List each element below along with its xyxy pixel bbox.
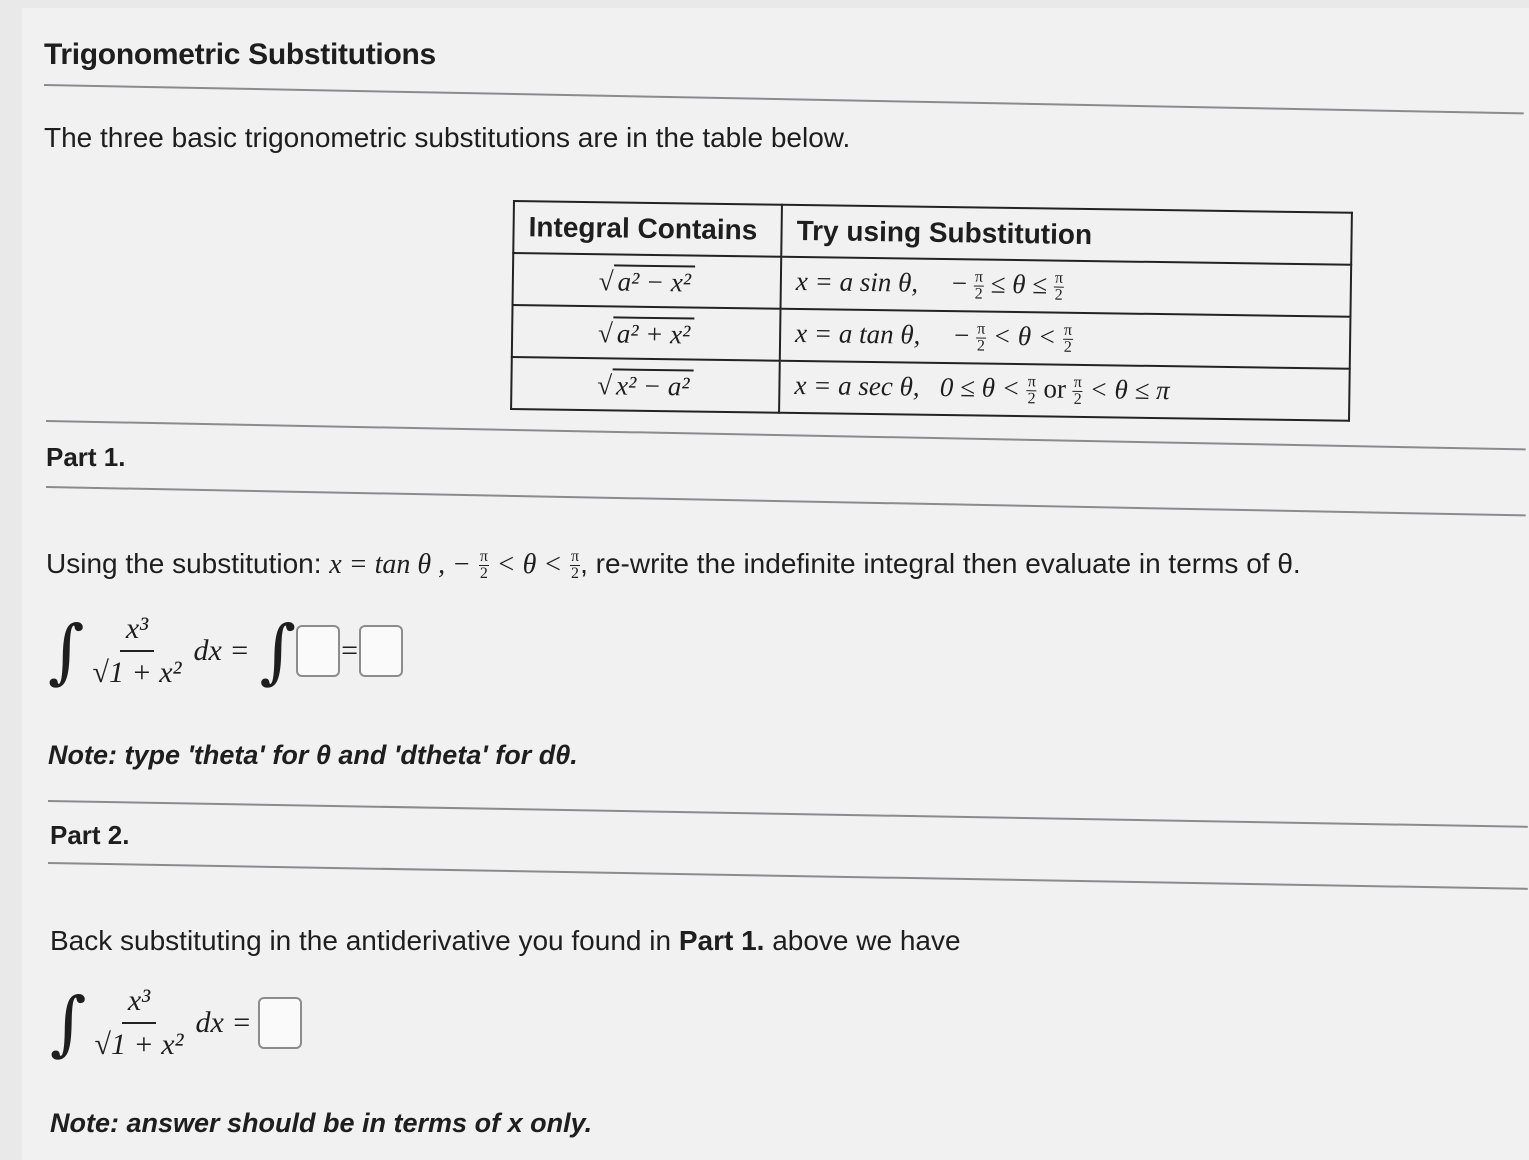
table-header-substitution: Try using Substitution — [781, 205, 1352, 265]
intro-text: The three basic trigonometric substitutions are in the table below. — [44, 122, 851, 153]
table-header-integral: Integral Contains — [513, 201, 782, 257]
table-row — [511, 357, 1350, 421]
integrand-fraction: x³ √1 + x² — [94, 984, 184, 1061]
substitution-cell: x = a tan θ, − $\frac{\pi}{2}$ < θ < $\frac{\pi}{2}$ — [780, 309, 1351, 369]
integral-sign: ∫ — [50, 982, 87, 1064]
part1-label: Part 1. — [46, 442, 126, 472]
part1-note: Note: type 'theta' for θ and 'dtheta' for dθ. — [48, 740, 578, 770]
integrand-fraction: x³ √1 + x² — [92, 612, 182, 689]
answer-input[interactable] — [258, 997, 302, 1049]
answer2-input[interactable] — [359, 625, 403, 677]
integral-cell: √ x² − a² — [511, 357, 780, 413]
part2-equation — [50, 984, 302, 1062]
part2-label: Part 2. — [50, 820, 130, 850]
integral-sign: ∫ — [48, 610, 85, 692]
dx-label: dx = — [195, 1006, 252, 1039]
integral-cell: √ a² − x² — [513, 253, 782, 309]
part2-note: Note: answer should be in terms of x only. — [50, 1108, 593, 1138]
part2-prompt: Back substituting in the antiderivative you found in Part 1. above we have — [50, 925, 961, 956]
part1-equation — [48, 612, 403, 690]
equals-sign: = — [341, 634, 358, 667]
page-title: Trigonometric Substitutions — [44, 38, 436, 71]
part1-prompt: Using the substitution: x = tan θ , − $\frac{\pi}{2}$ < θ < $\frac{\pi}{2}$ , re-write the indefinite integral then evaluate in terms of θ. — [46, 548, 1301, 583]
answer1-input[interactable] — [296, 625, 340, 677]
integral-cell: √ a² + x² — [512, 305, 781, 361]
substitution-cell: x = a sin θ, − $\frac{\pi}{2}$ ≤ θ ≤ $\frac{\pi}{2}$ — [781, 257, 1352, 317]
integral-sign: ∫ — [259, 610, 297, 692]
dx-label: dx = — [193, 634, 250, 667]
substitution-cell: x = a sec θ, 0 ≤ θ < $\frac{\pi}{2}$ or $\frac{\pi}{2}$ < θ ≤ π — [779, 361, 1350, 421]
substitution-table — [510, 200, 1353, 422]
